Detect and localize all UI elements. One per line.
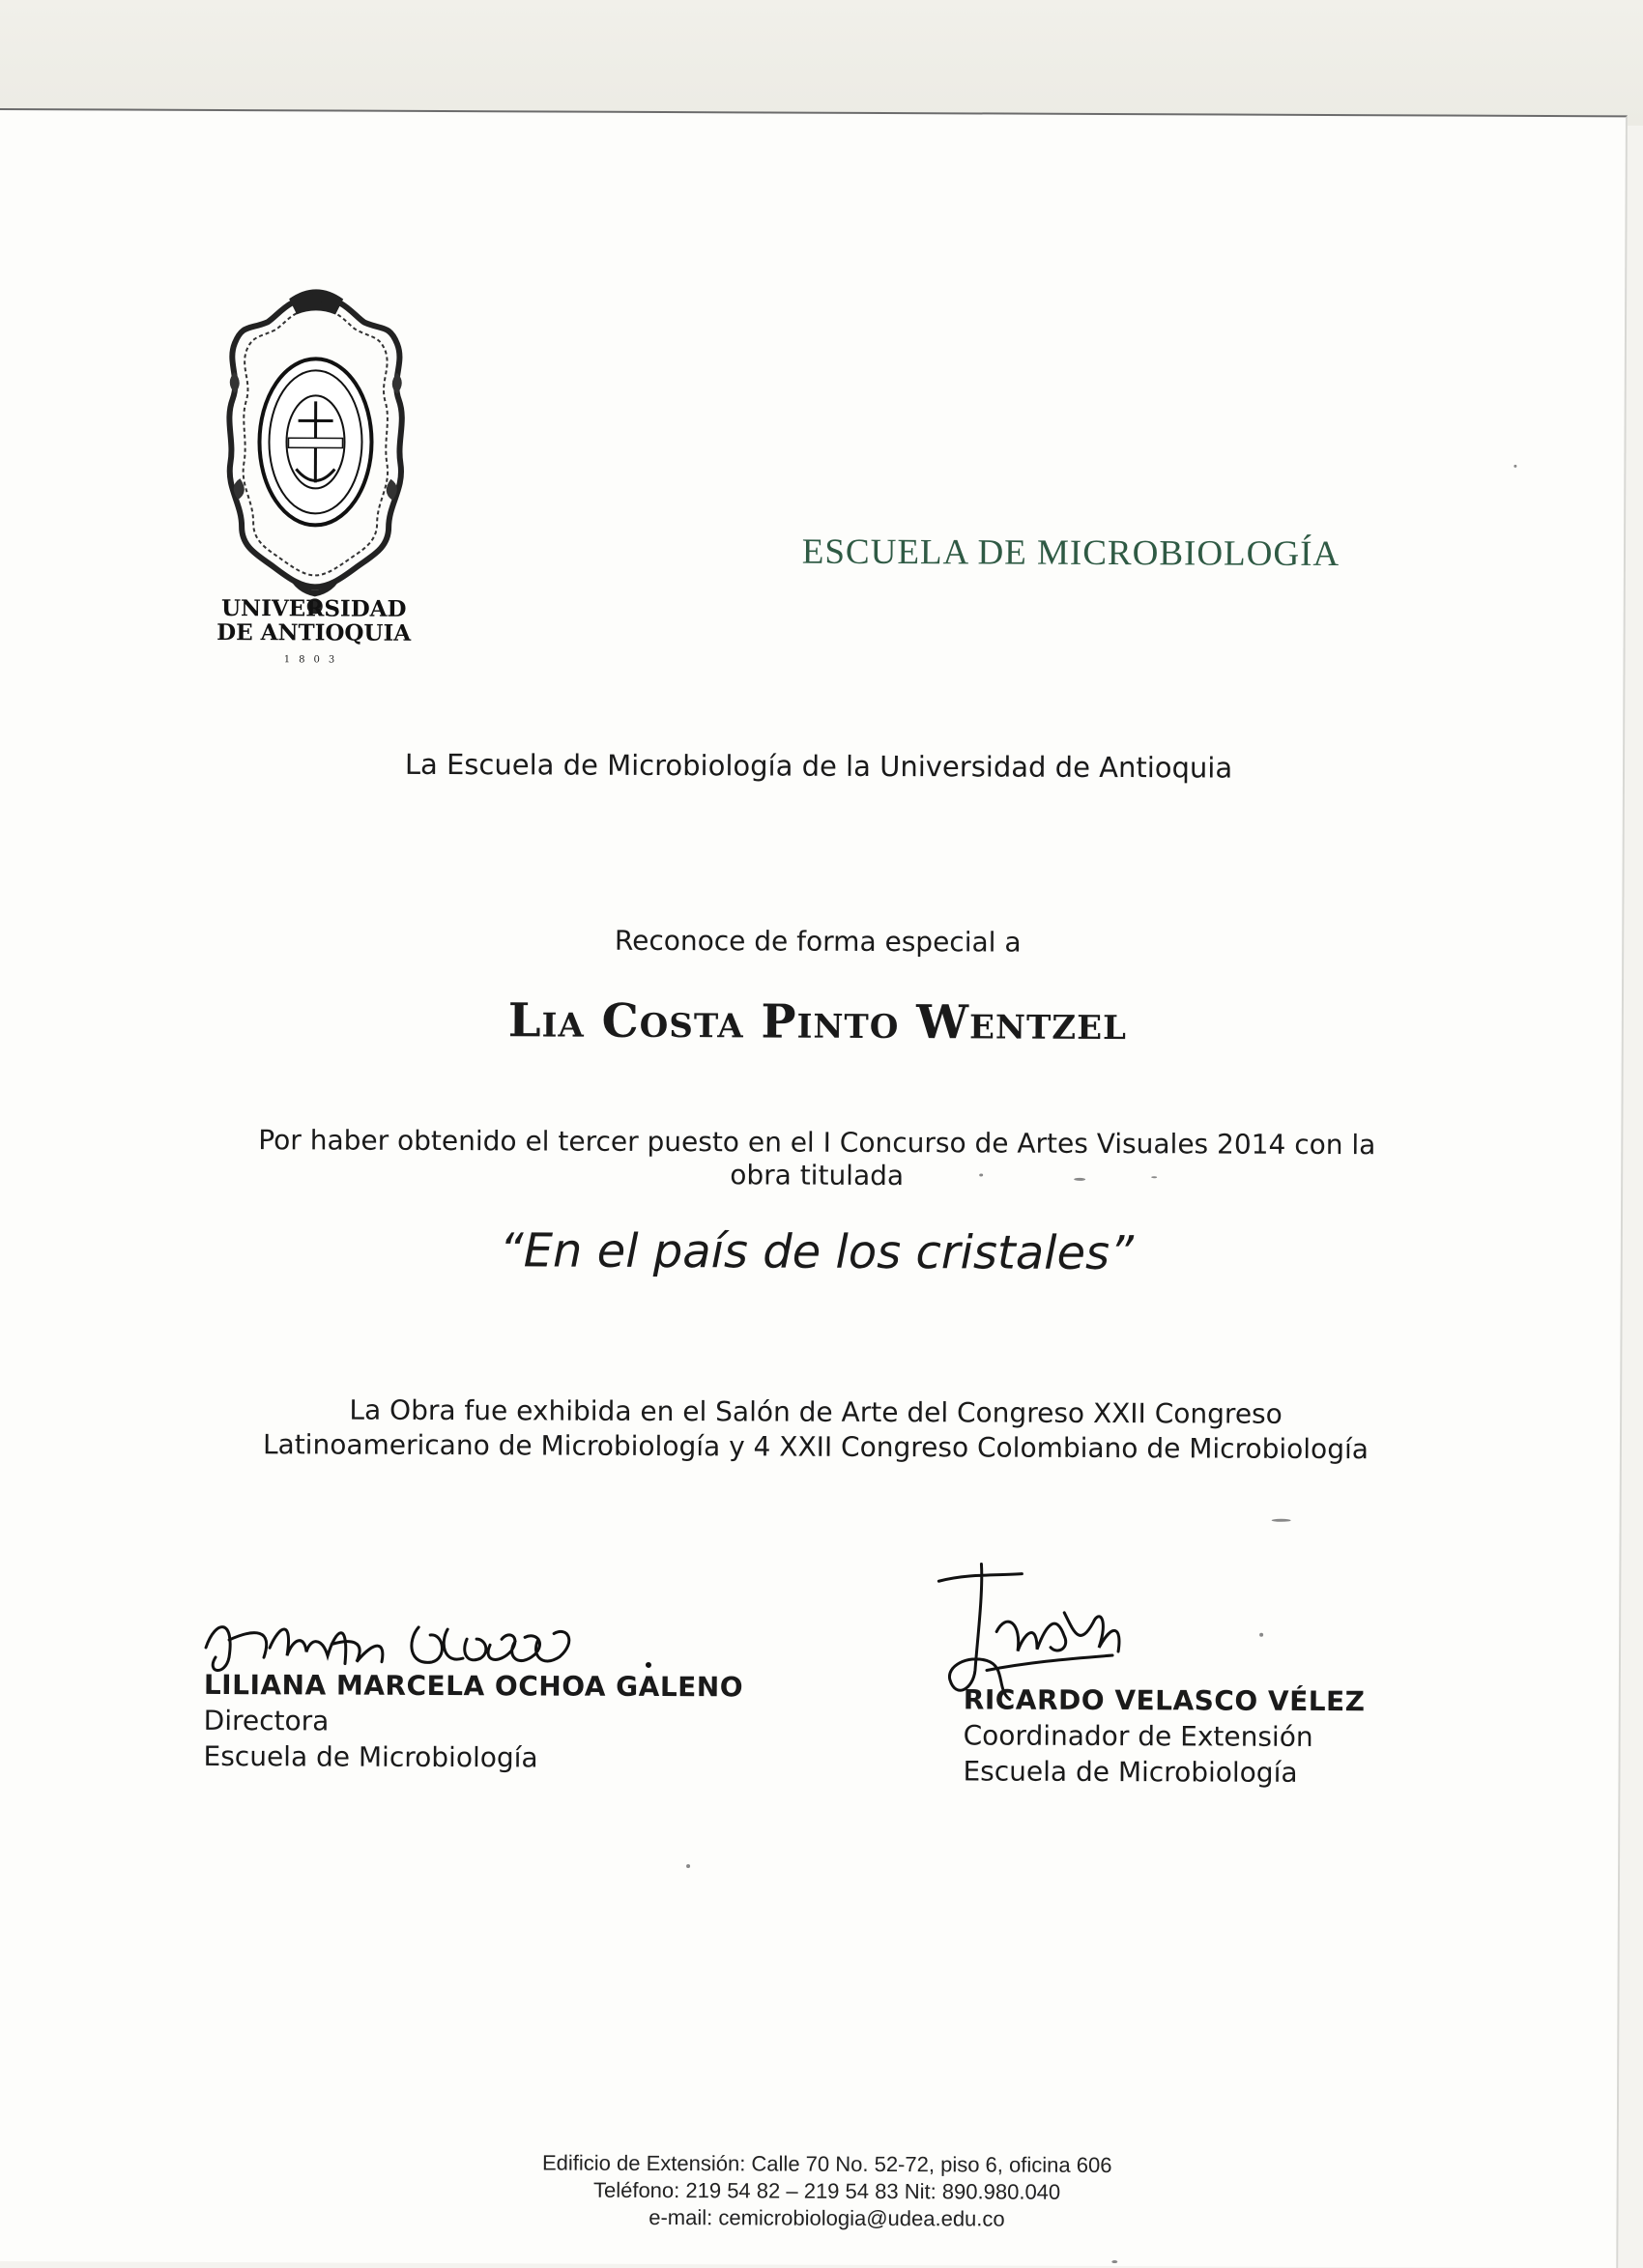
scan-speck <box>1513 465 1516 468</box>
university-founding-year: 1803 <box>212 654 415 666</box>
scan-speck <box>1111 2260 1117 2263</box>
scan-speck <box>1272 1519 1291 1522</box>
intro-text: La Escuela de Microbiología de la Universidad de Antioquia <box>287 747 1350 785</box>
recognizes-text: Reconoce de forma especial a <box>286 923 1349 960</box>
certificate-page <box>0 108 1628 2268</box>
footer-address: Edificio de Extensión: Calle 70 No. 52-72, piso 6, oficina 606 <box>378 2149 1277 2180</box>
director-name: LILIANA MARCELA OCHOA GALENO <box>204 1667 822 1706</box>
scan-speck <box>979 1173 983 1176</box>
director-role: Directora <box>204 1703 822 1741</box>
coordinator-signature-block <box>963 1681 1504 1791</box>
scan-speck <box>686 1864 690 1868</box>
footer-phone: Teléfono: 219 54 82 – 219 54 83 Nit: 890.980.040 <box>378 2176 1277 2207</box>
coordinator-role: Coordinador de Extensión <box>964 1717 1505 1755</box>
university-name: UNIVERSIDAD DE ANTIOQUIA <box>213 596 416 646</box>
exhibit-line-2: Latinoamericano de Microbiología y 4 XXII Congreso Colombiano de Microbiología <box>187 1427 1444 1468</box>
director-signature-block <box>203 1667 822 1777</box>
reason-text <box>188 1124 1445 1195</box>
work-title: “En el país de los cristales” <box>285 1222 1348 1281</box>
coordinator-name: RICARDO VELASCO VÉLEZ <box>964 1681 1505 1719</box>
exhibit-text <box>187 1392 1444 1468</box>
scan-speck <box>1074 1178 1085 1181</box>
footer-email: e-mail: cemicrobiologia@udea.edu.co <box>377 2203 1276 2234</box>
coordinator-unit: Escuela de Microbiología <box>963 1753 1504 1791</box>
reason-line-1: Por haber obtenido el tercer puesto en el I Concurso de Artes Visuales 2014 con la <box>188 1124 1445 1163</box>
scan-speck <box>1151 1176 1157 1178</box>
reason-line-2: obra titulada <box>188 1157 1445 1195</box>
university-logo <box>212 285 417 692</box>
footer-contact <box>377 2149 1276 2234</box>
background-sheet <box>0 0 1643 126</box>
scan-speck <box>1259 1633 1263 1637</box>
school-title: ESCUELA DE MICROBIOLOGÍA <box>675 531 1467 576</box>
exhibit-line-1: La Obra fue exhibida en el Salón de Arte del Congreso XXII Congreso <box>187 1392 1444 1433</box>
director-unit: Escuela de Microbiología <box>203 1738 822 1777</box>
recipient-name: Lia Costa Pinto Wentzel <box>286 992 1349 1051</box>
university-seal-icon <box>220 285 412 624</box>
